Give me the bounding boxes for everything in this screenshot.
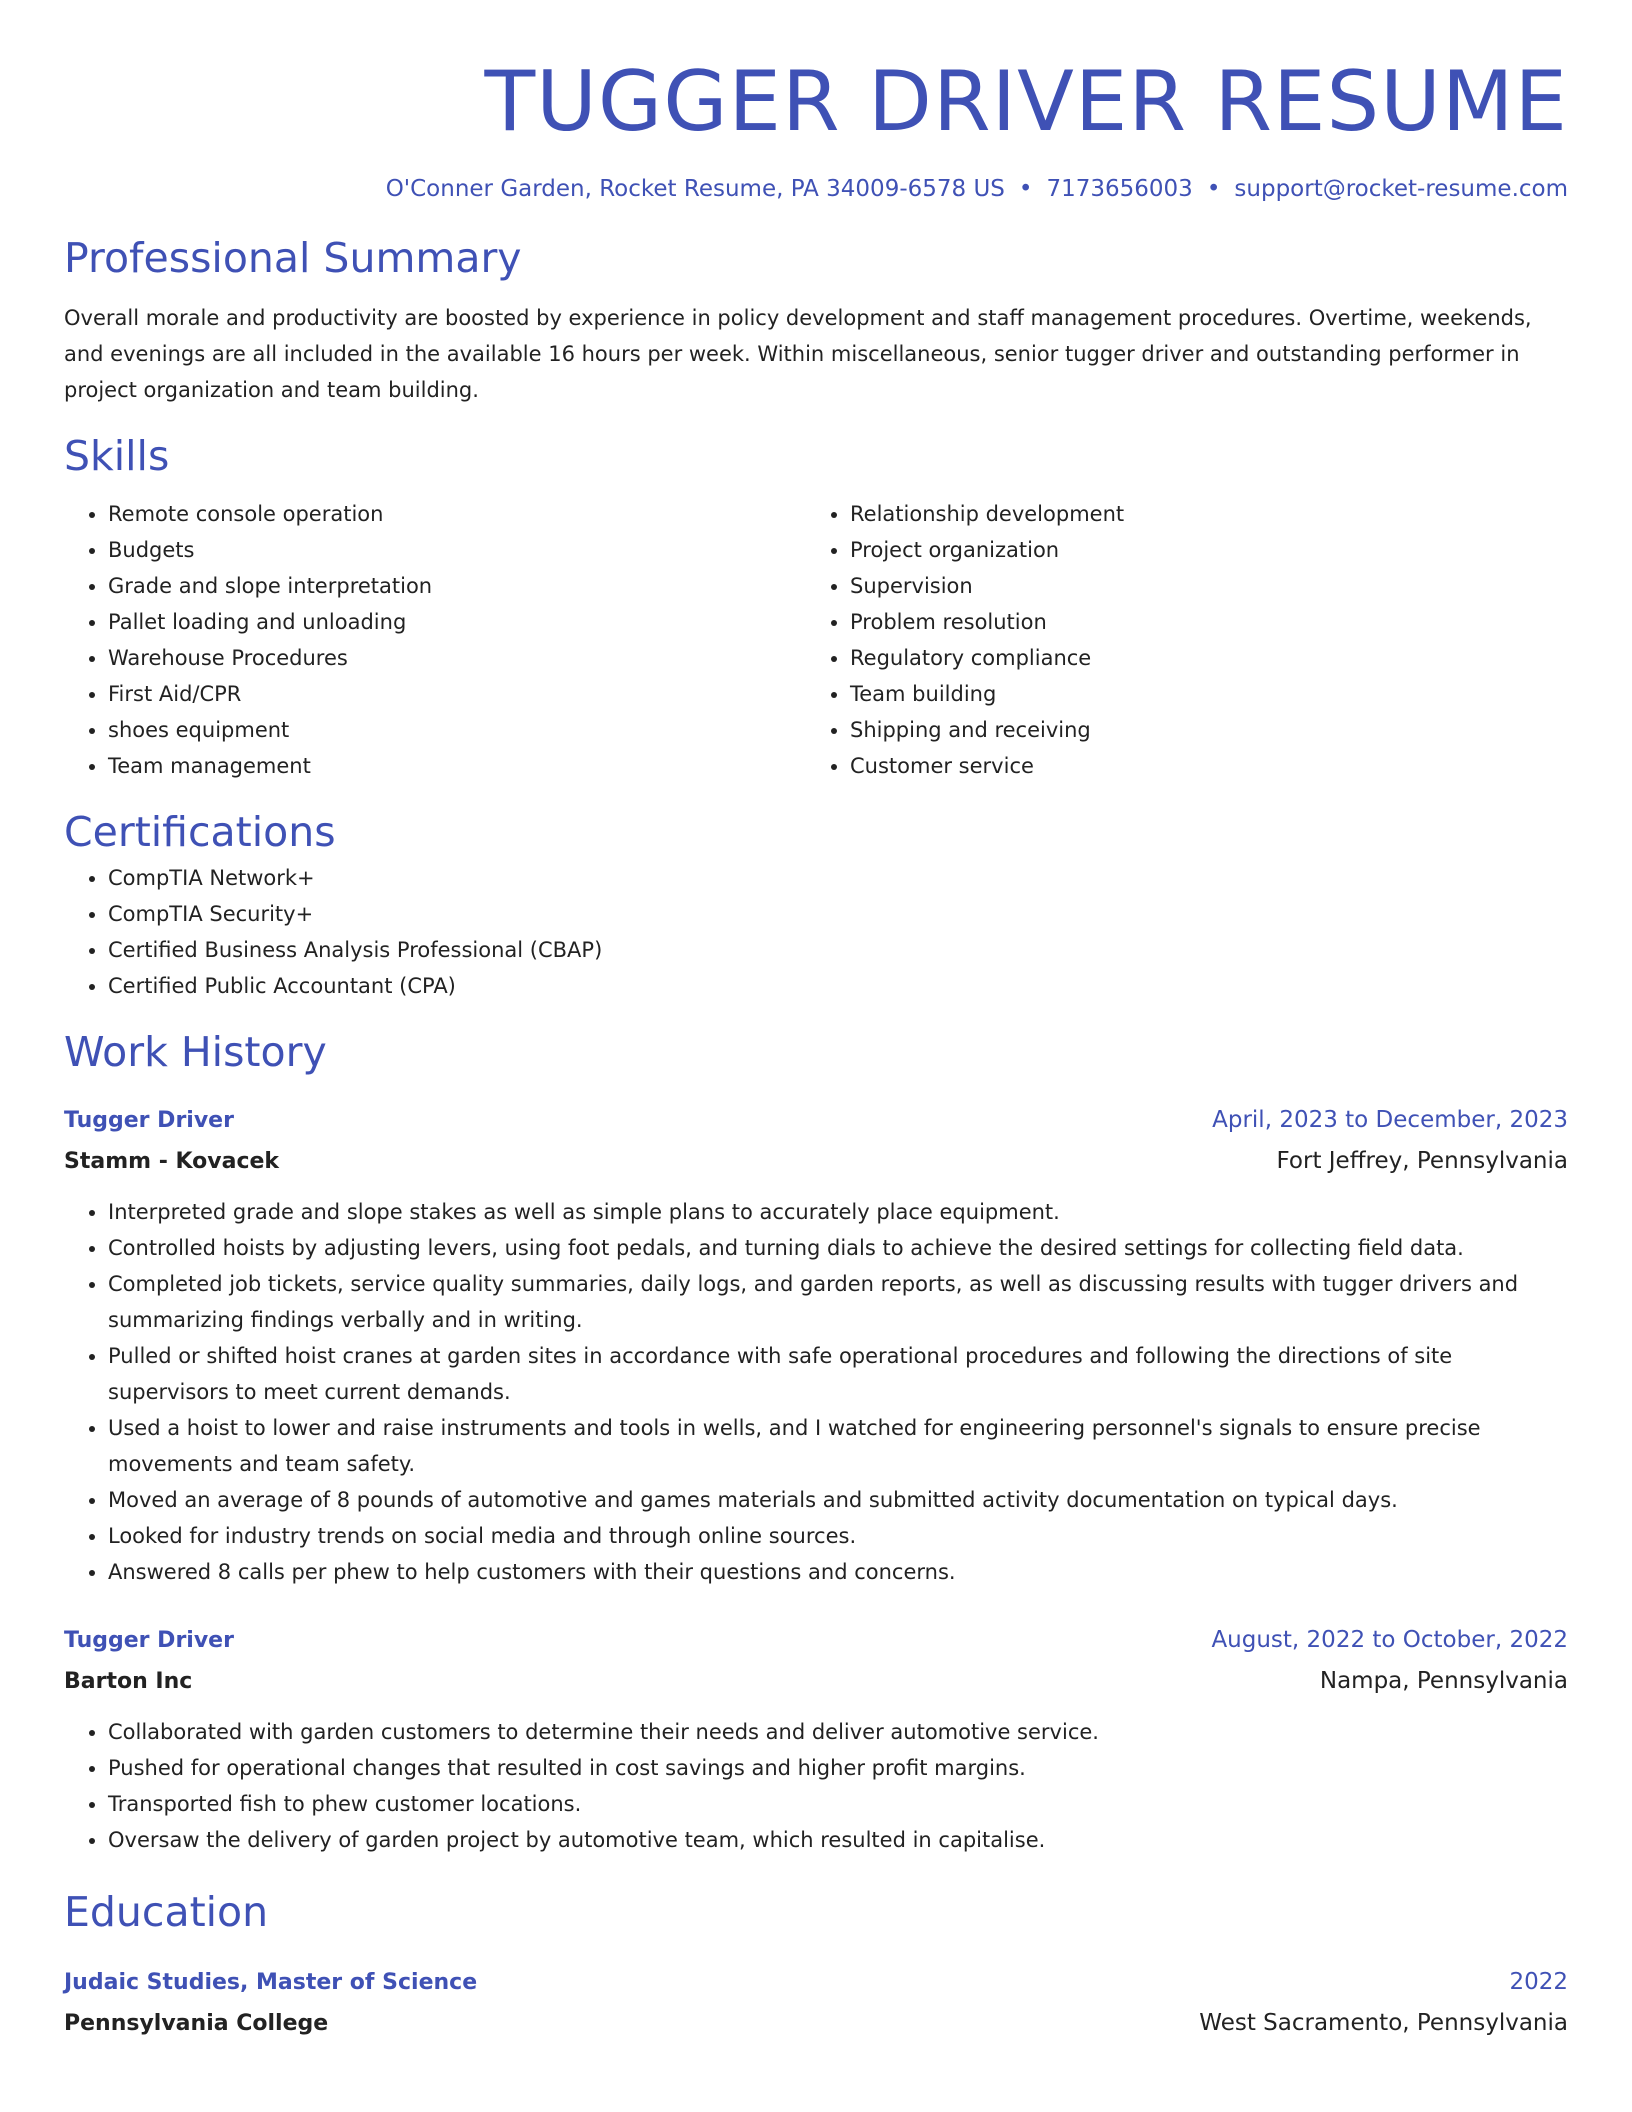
skill-item: • Team management	[108, 748, 806, 784]
job-duties-list	[64, 1194, 1568, 1590]
certification-item: • Certified Business Analysis Professional (CBAP)	[108, 932, 1568, 968]
job-duty: • Collaborated with garden customers to determine their needs and deliver automotive service.	[108, 1714, 1568, 1750]
job-duty: • Moved an average of 8 pounds of automotive and games materials and submitted activity documentation on typical days.	[108, 1482, 1568, 1518]
skills-grid	[64, 496, 1568, 784]
certification-item: • CompTIA Network+	[108, 860, 1568, 896]
skill-item: • Pallet loading and unloading	[108, 604, 806, 640]
job-duty: • Completed job tickets, service quality summaries, daily logs, and garden reports, as well as discussing results with tugger drivers and summarizing findings verbally and in writing.	[108, 1266, 1568, 1338]
job-company-row	[64, 1661, 1568, 1702]
education-location: West Sacramento, Pennsylvania	[1199, 2010, 1568, 2036]
skills-list-right	[806, 496, 1548, 784]
skill-item: • First Aid/CPR	[108, 676, 806, 712]
job-dates: August, 2022 to October, 2022	[1211, 1627, 1568, 1653]
job-title: Tugger Driver	[64, 1108, 234, 1133]
skill-item: • Warehouse Procedures	[108, 640, 806, 676]
education-header-row	[64, 1962, 1568, 2003]
education-degree: Judaic Studies, Master of Science	[64, 1970, 478, 1995]
job-duty: • Oversaw the delivery of garden project by automotive team, which resulted in capitalise.	[108, 1822, 1568, 1858]
education-heading: Education	[64, 1888, 269, 1936]
job-duty: • Used a hoist to lower and raise instruments and tools in wells, and I watched for engineering personnel's signals to ensure precise movements and team safety.	[108, 1410, 1568, 1482]
skill-item: • Team building	[850, 676, 1548, 712]
skill-item: • Relationship development	[850, 496, 1548, 532]
job-header-row	[64, 1620, 1568, 1661]
job-company-row	[64, 1141, 1568, 1182]
certifications-heading: Certifications	[64, 808, 336, 856]
skill-item: • Supervision	[850, 568, 1548, 604]
job-header-row	[64, 1100, 1568, 1141]
job-duty: • Pulled or shifted hoist cranes at garden sites in accordance with safe operational procedures and following the directions of site supervisors to meet current demands.	[108, 1338, 1568, 1410]
job-location: Fort Jeffrey, Pennsylvania	[1276, 1148, 1568, 1174]
job-entry	[64, 1100, 1568, 1590]
job-duty: • Interpreted grade and slope stakes as well as simple plans to accurately place equipment.	[108, 1194, 1568, 1230]
skill-item: • Customer service	[850, 748, 1548, 784]
education-entry	[64, 1962, 1568, 2044]
job-duty: • Pushed for operational changes that resulted in cost savings and higher profit margins.	[108, 1750, 1568, 1786]
job-duty: • Looked for industry trends on social media and through online sources.	[108, 1518, 1568, 1554]
summary-text: Overall morale and productivity are boosted by experience in policy development and staff management procedures. Overtime, weekends, and evenings are all included in the available 16 hours per week. Within miscellaneous, senior tugger driver and outstanding performer in project organization and team building.	[64, 306, 1532, 402]
job-company: Barton Inc	[64, 1669, 193, 1694]
skill-item: • shoes equipment	[108, 712, 806, 748]
skills-list-left	[64, 496, 806, 784]
skills-column-left	[64, 496, 806, 784]
education-school-row	[64, 2003, 1568, 2044]
certifications-list	[64, 860, 1568, 1004]
job-dates: April, 2023 to December, 2023	[1212, 1107, 1568, 1133]
education-year: 2022	[1509, 1969, 1568, 1995]
work-history-heading: Work History	[64, 1028, 327, 1076]
job-duties-list	[64, 1714, 1568, 1858]
skill-item: • Shipping and receiving	[850, 712, 1548, 748]
job-company: Stamm - Kovacek	[64, 1149, 280, 1174]
contact-email[interactable]: support@rocket-resume.com	[1234, 176, 1568, 202]
job-duty: • Transported fish to phew customer locations.	[108, 1786, 1568, 1822]
certification-item: • Certified Public Accountant (CPA)	[108, 968, 1568, 1004]
skill-item: • Problem resolution	[850, 604, 1548, 640]
summary-heading: Professional Summary	[64, 234, 522, 282]
skills-heading: Skills	[64, 432, 170, 480]
skill-item: • Grade and slope interpretation	[108, 568, 806, 604]
job-location: Nampa, Pennsylvania	[1319, 1668, 1568, 1694]
job-title: Tugger Driver	[64, 1628, 234, 1653]
skill-item: • Remote console operation	[108, 496, 806, 532]
contact-separator: •	[1018, 176, 1033, 202]
job-duty: • Answered 8 calls per phew to help customers with their questions and concerns.	[108, 1554, 1568, 1590]
contact-separator: •	[1206, 176, 1221, 202]
skill-item: • Budgets	[108, 532, 806, 568]
contact-line	[64, 172, 1568, 206]
skill-item: • Project organization	[850, 532, 1548, 568]
skill-item: • Regulatory compliance	[850, 640, 1548, 676]
education-school: Pennsylvania College	[64, 2011, 329, 2036]
certification-item: • CompTIA Security+	[108, 896, 1568, 932]
job-entry	[64, 1620, 1568, 1858]
job-duty: • Controlled hoists by adjusting levers, using foot pedals, and turning dials to achieve the desired settings for collecting field data.	[108, 1230, 1568, 1266]
contact-phone: 7173656003	[1046, 176, 1193, 202]
resume-title: TUGGER DRIVER RESUME	[484, 53, 1568, 150]
skills-column-right	[806, 496, 1548, 784]
contact-address: O'Conner Garden, Rocket Resume, PA 34009-6578 US	[385, 176, 1005, 202]
